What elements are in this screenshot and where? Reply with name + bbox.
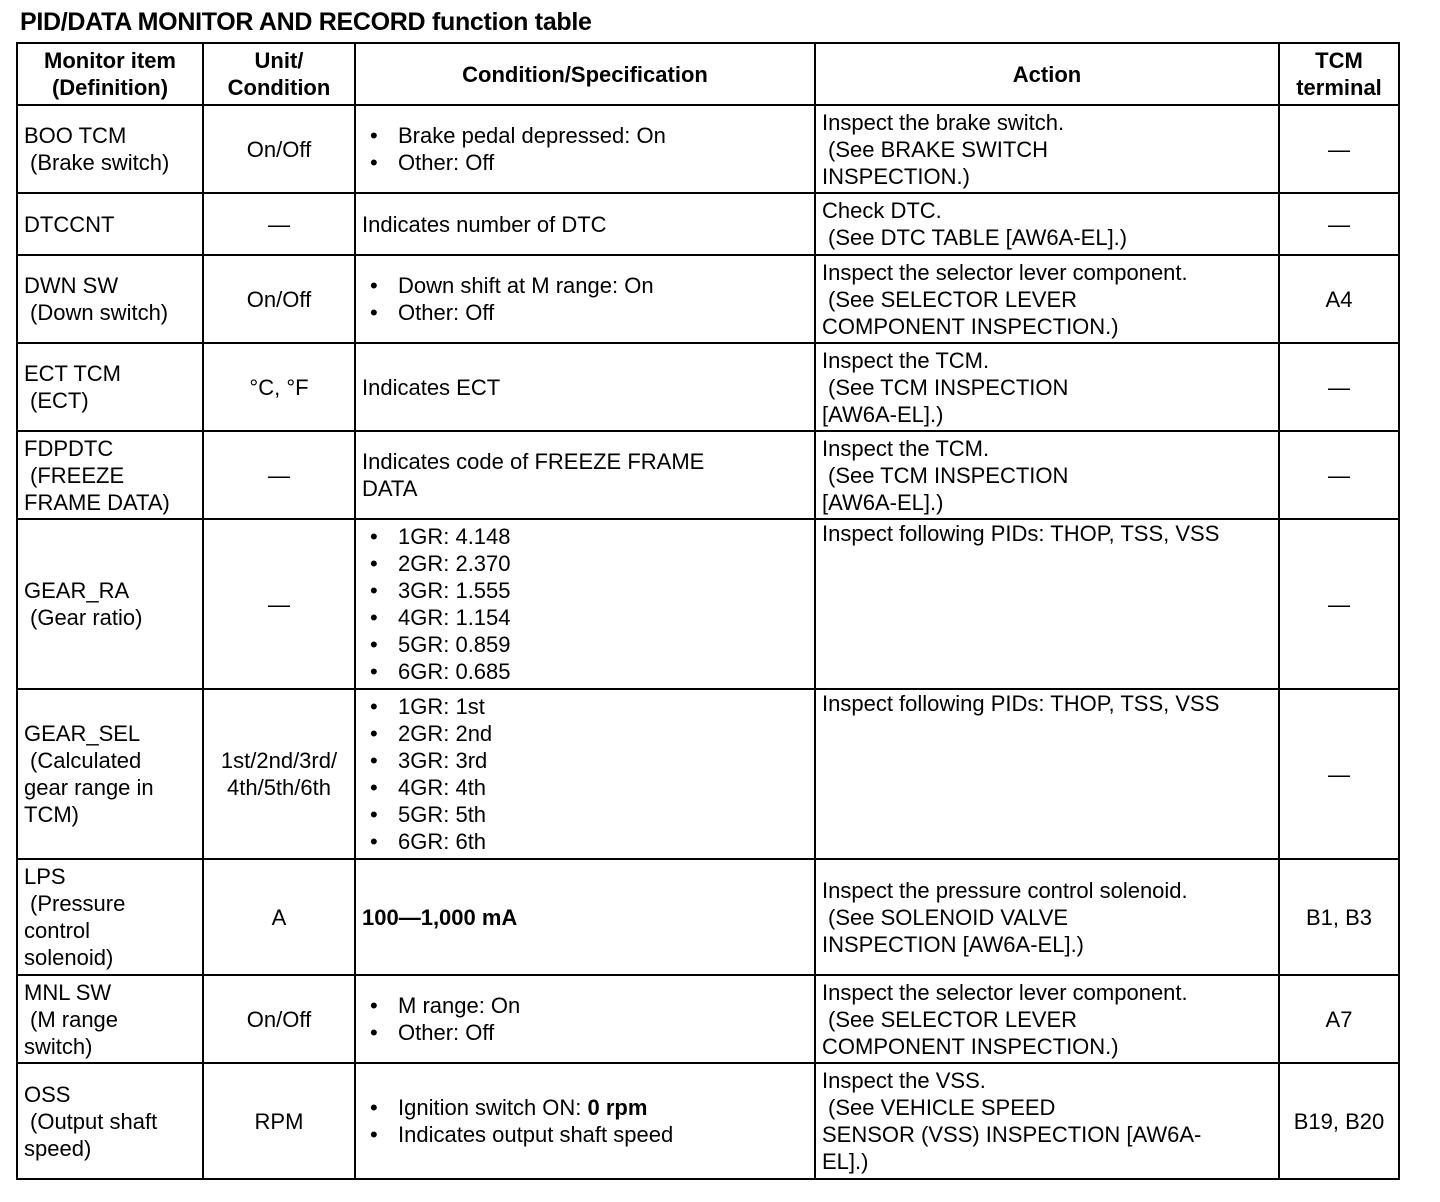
tcm-cell: —: [1279, 105, 1399, 193]
spec-cell: • Down shift at M range: On • Other: Off: [355, 255, 815, 343]
table-row: [17, 193, 1399, 255]
header-monitor-item: Monitor item (Definition): [17, 43, 203, 105]
function-table: [16, 42, 1400, 1180]
unit-cell: —: [203, 431, 355, 519]
tcm-cell: B1, B3: [1279, 859, 1399, 975]
monitor-item: DTCCNT: [17, 193, 203, 255]
table-row: [17, 255, 1399, 343]
header-spec: Condition/Specification: [355, 43, 815, 105]
spec-cell: Indicates code of FREEZE FRAME DATA: [355, 431, 815, 519]
action-cell: Inspect the VSS. (See VEHICLE SPEED SENSOR (VSS) INSPECTION [AW6A- EL].): [815, 1063, 1279, 1179]
table-row: [17, 689, 1399, 859]
action-cell: Inspect the TCM. (See TCM INSPECTION [AW6A-EL].): [815, 343, 1279, 431]
action-cell: Inspect the brake switch. (See BRAKE SWITCH INSPECTION.): [815, 105, 1279, 193]
spec-cell: • 1GR: 4.148 • 2GR: 2.370 • 3GR: 1.555 • 4GR: 1.154 • 5GR: 0.859 • 6GR: 0.685: [355, 519, 815, 689]
table-row: [17, 1063, 1399, 1179]
monitor-item: ECT TCM (ECT): [17, 343, 203, 431]
tcm-cell: —: [1279, 343, 1399, 431]
monitor-item: FDPDTC (FREEZE FRAME DATA): [17, 431, 203, 519]
action-cell: Inspect the selector lever component. (See SELECTOR LEVER COMPONENT INSPECTION.): [815, 975, 1279, 1063]
unit-cell: On/Off: [203, 975, 355, 1063]
monitor-item: OSS (Output shaft speed): [17, 1063, 203, 1179]
header-unit: Unit/ Condition: [203, 43, 355, 105]
page-title: PID/DATA MONITOR AND RECORD function table: [20, 8, 592, 36]
action-cell: Inspect following PIDs: THOP, TSS, VSS: [815, 519, 1279, 689]
action-cell: Check DTC. (See DTC TABLE [AW6A-EL].): [815, 193, 1279, 255]
tcm-cell: —: [1279, 193, 1399, 255]
unit-cell: 1st/2nd/3rd/ 4th/5th/6th: [203, 689, 355, 859]
monitor-item: GEAR_RA (Gear ratio): [17, 519, 203, 689]
table-row: [17, 519, 1399, 689]
spec-cell: • Ignition switch ON: 0 rpm • Indicates output shaft speed: [355, 1063, 815, 1179]
spec-cell: • Brake pedal depressed: On • Other: Off: [355, 105, 815, 193]
action-cell: Inspect the selector lever component. (See SELECTOR LEVER COMPONENT INSPECTION.): [815, 255, 1279, 343]
spec-cell: Indicates ECT: [355, 343, 815, 431]
header-row: [17, 43, 1399, 105]
monitor-item: DWN SW (Down switch): [17, 255, 203, 343]
unit-cell: A: [203, 859, 355, 975]
tcm-cell: —: [1279, 519, 1399, 689]
table-row: [17, 431, 1399, 519]
unit-cell: °C, °F: [203, 343, 355, 431]
monitor-item: GEAR_SEL (Calculated gear range in TCM): [17, 689, 203, 859]
spec-cell: Indicates number of DTC: [355, 193, 815, 255]
tcm-cell: B19, B20: [1279, 1063, 1399, 1179]
monitor-item: MNL SW (M range switch): [17, 975, 203, 1063]
monitor-item: BOO TCM (Brake switch): [17, 105, 203, 193]
table-row: [17, 343, 1399, 431]
spec-cell: • 1GR: 1st • 2GR: 2nd • 3GR: 3rd • 4GR: 4th • 5GR: 5th • 6GR: 6th: [355, 689, 815, 859]
tcm-cell: A4: [1279, 255, 1399, 343]
tcm-cell: A7: [1279, 975, 1399, 1063]
unit-cell: —: [203, 519, 355, 689]
monitor-item: LPS (Pressure control solenoid): [17, 859, 203, 975]
tcm-cell: —: [1279, 689, 1399, 859]
spec-cell: • M range: On • Other: Off: [355, 975, 815, 1063]
spec-cell: 100—1,000 mA: [355, 859, 815, 975]
unit-cell: RPM: [203, 1063, 355, 1179]
table-row: [17, 859, 1399, 975]
unit-cell: —: [203, 193, 355, 255]
unit-cell: On/Off: [203, 105, 355, 193]
action-cell: Inspect following PIDs: THOP, TSS, VSS: [815, 689, 1279, 859]
header-tcm: TCM terminal: [1279, 43, 1399, 105]
action-cell: Inspect the TCM. (See TCM INSPECTION [AW6A-EL].): [815, 431, 1279, 519]
action-cell: Inspect the pressure control solenoid. (See SOLENOID VALVE INSPECTION [AW6A-EL].): [815, 859, 1279, 975]
tcm-cell: —: [1279, 431, 1399, 519]
table-row: [17, 975, 1399, 1063]
header-action: Action: [815, 43, 1279, 105]
unit-cell: On/Off: [203, 255, 355, 343]
table-row: [17, 105, 1399, 193]
